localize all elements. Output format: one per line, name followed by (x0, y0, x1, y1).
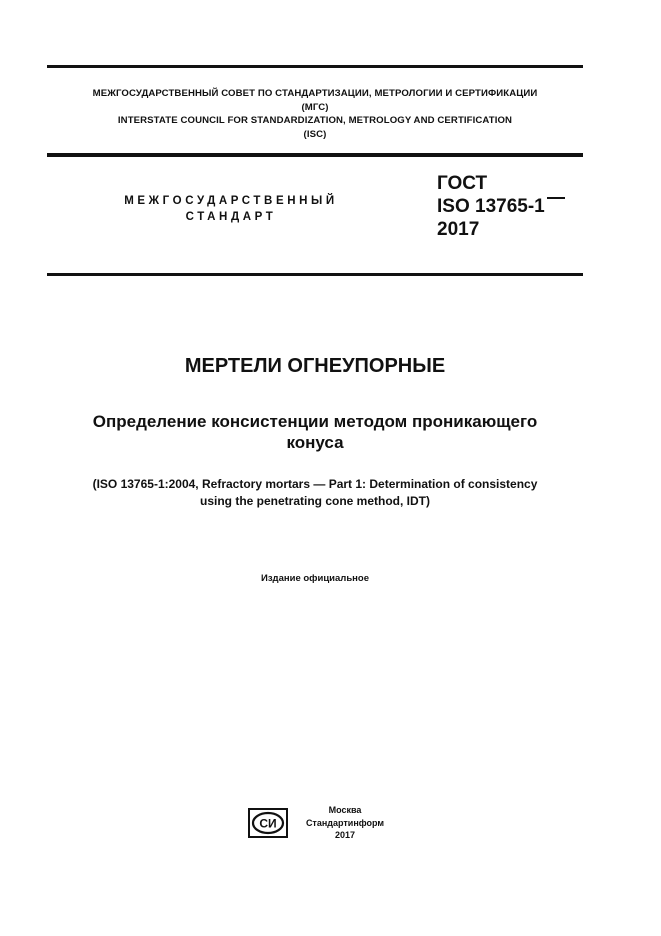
iso-reference-line1: (ISO 13765-1:2004, Refractory mortars — Part 1: Determination of consistency (92, 477, 538, 491)
iso-reference-line2: using the penetrating cone method, IDT) (199, 493, 430, 508)
document-title: МЕРТЕЛИ ОГНЕУПОРНЫЕ (184, 355, 446, 377)
council-en-name: INTERSTATE COUNCIL FOR STANDARDIZATION, METROLOGY AND CERTIFICATION (117, 115, 513, 127)
designation-prefix: ГОСТ (437, 173, 488, 194)
publisher-name: Стандартинформ (305, 817, 385, 828)
council-en-abbr: (ISC) (303, 128, 327, 140)
top-rule (47, 65, 583, 68)
designation-number: ISO 13765-1 (437, 196, 545, 217)
standard-type (100, 193, 362, 225)
council-ru-name: МЕЖГОСУДАРСТВЕННЫЙ СОВЕТ ПО СТАНДАРТИЗАЦИИ, МЕТРОЛОГИИ И СЕРТИФИКАЦИИ (92, 88, 538, 99)
publisher-year: 2017 (334, 830, 356, 840)
designation-year: 2017 (437, 219, 480, 240)
header-rule (47, 153, 583, 157)
standard-type-line2: СТАНДАРТ (185, 211, 277, 223)
edition-label: Издание официальное (261, 573, 369, 584)
publisher-logo-text: СИ (259, 816, 277, 831)
council-header (47, 87, 583, 141)
designation-dash (547, 197, 565, 199)
document-subtitle (47, 411, 583, 453)
publisher-city: Москва (328, 805, 362, 815)
council-ru-abbr: (МГС) (301, 101, 329, 113)
publisher-block (290, 804, 400, 842)
publisher-logo-icon (248, 808, 288, 838)
standard-type-line1: МЕЖГОСУДАРСТВЕННЫЙ (124, 195, 338, 207)
standard-designation (437, 172, 565, 241)
subtitle-line2: конуса (286, 433, 344, 452)
designation-rule (47, 273, 583, 276)
iso-reference (47, 476, 583, 509)
subtitle-line1: Определение консистенции методом проникающего (92, 412, 538, 431)
